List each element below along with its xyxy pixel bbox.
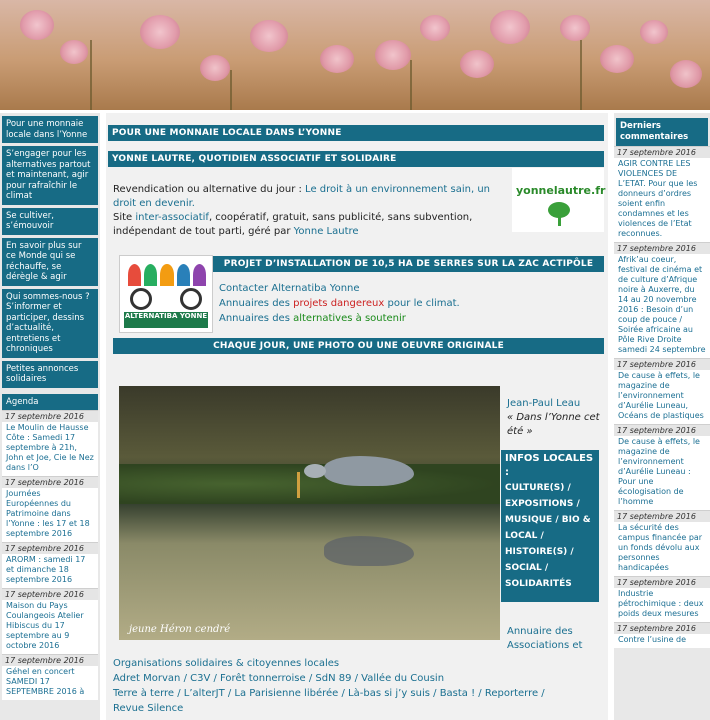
nav-link-en-savoir-plus[interactable]: En savoir plus sur ce Monde qui se réchauffe, se dérègle & agir	[2, 238, 98, 286]
nav-link-se-cultiver[interactable]: Se cultiver, s’émouvoir	[2, 208, 98, 235]
wheel-icon	[130, 288, 152, 310]
comment-date: 17 septembre 2016	[614, 576, 710, 588]
agenda-date: 17 septembre 2016	[2, 654, 98, 666]
alternatives-link[interactable]: alternatives à soutenir	[293, 313, 406, 324]
comment-link[interactable]: De cause à effets, le magazine de l’environnement d’Aurélie Luneau, Océans de plastiques	[614, 370, 710, 424]
projets-dangereux-link[interactable]: projets dangereux	[293, 298, 385, 309]
comment-date: 17 septembre 2016	[614, 358, 710, 370]
comment-date: 17 septembre 2016	[614, 424, 710, 436]
yonne-lautre-link[interactable]: Yonne Lautre	[293, 226, 359, 237]
nav-link-monnaie-locale[interactable]: Pour une monnaie locale dans l’Yonne	[2, 116, 98, 143]
top-section-bar[interactable]: POUR UNE MONNAIE LOCALE DANS L’YONNE	[108, 125, 604, 141]
intro-text: Revendication ou alternative du jour : Le droit à un environnement sain, un droit en devenir. Site inter-associatif, coopératif, gratuit, sans publicité, sans subvention, indépendant de tout parti, géré par Yonne Lautre	[113, 184, 491, 237]
header-banner-image	[0, 0, 710, 110]
orgs-links[interactable]: Adret Morvan / C3V / Forêt tonnerroise / SdN 89 / Vallée du Cousin	[113, 673, 445, 684]
recent-comments-list	[614, 146, 710, 648]
wheel-icon	[180, 288, 202, 310]
comment-date: 17 septembre 2016	[614, 146, 710, 158]
comment-link[interactable]: La sécurité des campus financée par un fonds dévolu aux personnes handicapées	[614, 522, 710, 576]
photo-section-bar: CHAQUE JOUR, UNE PHOTO OU UNE OEUVRE ORIGINALE	[113, 338, 604, 354]
comment-link[interactable]: Industrie pétrochimique : deux poids deux mesures	[614, 588, 710, 622]
orgs-links[interactable]: Terre à terre / L’alterJT / La Parisienne libérée / Là-bas si j’y suis / Basta ! / Reporterre /	[113, 688, 545, 699]
right-sidebar	[614, 113, 710, 720]
intro-link[interactable]: Le droit à un environnement sain, un droit en devenir.	[113, 184, 491, 209]
agenda-list	[2, 410, 98, 700]
comment-link[interactable]: Contre l’usine de	[614, 634, 710, 648]
alternatiba-logo[interactable]: ALTERNATIBA YONNE	[119, 255, 213, 333]
alternatiba-links: Contacter Alternatiba Yonne Annuaires des projets dangereux pour le climat. Annuaires des alternatives à soutenir	[219, 283, 460, 324]
heron-body	[324, 456, 414, 486]
orgs-links[interactable]: Revue Silence	[113, 703, 184, 714]
comment-date: 17 septembre 2016	[614, 622, 710, 634]
agenda-item-link[interactable]: Maison du Pays Coulangeois Atelier Hibiscus du 17 septembre au 9 octobre 2016	[6, 600, 84, 650]
people-icon	[128, 264, 206, 286]
nav-link-petites-annonces[interactable]: Petites annonces solidaires	[2, 361, 98, 388]
yonnelautre-logo[interactable]: yonnelautre.fr	[512, 168, 604, 232]
nav-link-alternatives[interactable]: S’engager pour les alternatives partout et maintenant, agir pour rafraîchir le climat	[2, 146, 98, 205]
agenda-date: 17 septembre 2016	[2, 476, 98, 488]
comment-date: 17 septembre 2016	[614, 242, 710, 254]
infos-locales-box[interactable]: INFOS LOCALES : CULTURE(S) / EXPOSITIONS / MUSIQUE / BIO & LOCAL / HISTOIRE(S) / SOCIAL / SOLIDARITÉS	[501, 450, 599, 602]
agenda-item-link[interactable]: Le Moulin de Hausse Côte : Samedi 17 septembre à 21h, John et Joe, Cie le Nez dans l’O	[6, 422, 94, 472]
heron-photo[interactable]: jeune Héron cendré	[119, 386, 500, 640]
contact-alternatiba-link[interactable]: Contacter Alternatiba Yonne	[219, 283, 360, 294]
comment-date: 17 septembre 2016	[614, 510, 710, 522]
main-content	[106, 113, 608, 720]
recent-comments-heading: Derniers commentaires	[616, 118, 708, 146]
comment-link[interactable]: De cause à effets, le magazine de l’environnement d’Aurélie Luneau : Pour une écologisation de l’homme	[614, 436, 710, 510]
left-sidebar	[0, 113, 100, 720]
agenda-date: 17 septembre 2016	[2, 410, 98, 422]
organisations-list: Organisations solidaires & citoyennes locales Adret Morvan / C3V / Forêt tonnerroise / SdN 89 / Vallée du Cousin Terre à terre / L’alterJT / La Parisienne libérée / Là-bas si j’y suis / Basta ! / Reporterre / Revue Silence	[113, 656, 603, 716]
agenda-date: 17 septembre 2016	[2, 588, 98, 600]
comment-link[interactable]: AGIR CONTRE LES VIOLENCES DE L’ETAT. Pour que les donneurs d’ordres soient enfin condamnes et les violences de l’Etat reconnues.	[614, 158, 710, 242]
section-title: YONNE LAUTRE, QUOTIDIEN ASSOCIATIF ET SOLIDAIRE	[108, 151, 604, 167]
agenda-item-link[interactable]: Géhel en concert SAMEDI 17 SEPTEMBRE 2016 à	[6, 666, 85, 696]
heron-reflection	[324, 536, 414, 566]
agenda-item-link[interactable]: Journées Européennes du Patrimoine dans l’Yonne : les 17 et 18 septembre 2016	[6, 488, 90, 538]
inter-associatif-link[interactable]: inter-associatif	[135, 212, 209, 223]
agenda-heading: Agenda	[2, 394, 98, 410]
alternatiba-bar[interactable]: PROJET D’INSTALLATION DE 10,5 HA DE SERRES SUR LA ZAC ACTIPÔLE	[213, 256, 604, 272]
photo-credit: Jean-Paul Leau « Dans l’Yonne cet été »	[507, 398, 600, 437]
comment-link[interactable]: Afrik’au coeur, festival de cinéma et de culture d’Afrique noire à Auxerre, du 14 au 20 novembre 2016 : Besoin d’un coup de pouce / Soirée africaine au Pôle Rive Droite samedi 24 septembre	[614, 254, 710, 358]
annuaire-link[interactable]: Annuaire des Associations et	[507, 626, 583, 651]
agenda-date: 17 septembre 2016	[2, 542, 98, 554]
nav-link-qui-sommes-nous[interactable]: Qui sommes-nous ? S’informer et participer, dessins d’actualité, entretiens et chroniques	[2, 289, 98, 358]
agenda-item-link[interactable]: ARORM : samedi 17 et dimanche 18 septembre 2016	[6, 554, 86, 584]
